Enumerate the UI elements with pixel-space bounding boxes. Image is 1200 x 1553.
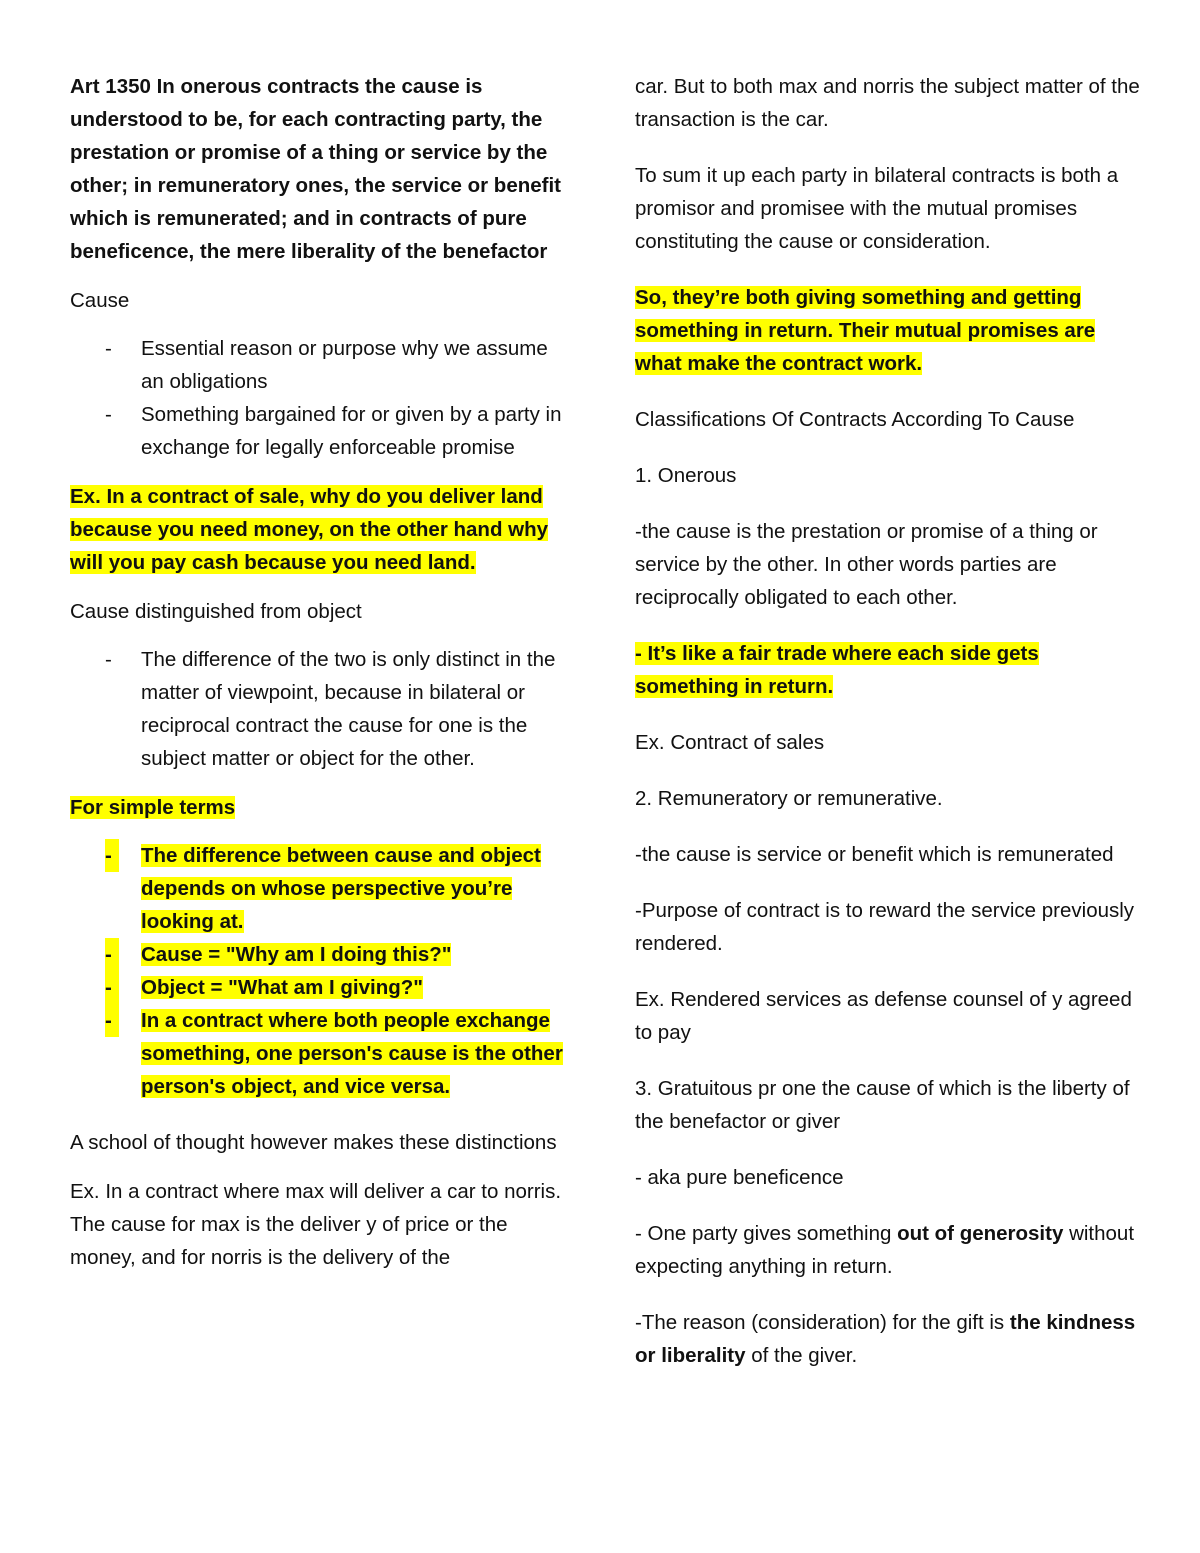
remuneratory-description: -the cause is service or benefit which is remunerated	[635, 843, 1114, 866]
onerous-highlight: - It’s like a fair trade where each side gets something in return.	[635, 642, 1039, 698]
onerous-description: -the cause is the prestation or promise of a thing or service by the other. In other words parties are reciprocally obligated to each other.	[635, 520, 1098, 609]
bullet-text: Object = "What am I giving?"	[141, 976, 423, 999]
simple-terms-heading: For simple terms	[70, 796, 236, 819]
dash-bullet: -	[105, 971, 119, 1004]
reason-prefix: -The reason (consideration) for the gift is	[635, 1311, 1010, 1334]
list-item	[70, 1004, 570, 1103]
distinguished-bullet-list	[70, 643, 570, 775]
onerous-highlight-paragraph	[635, 637, 1145, 703]
school-of-thought-paragraph: A school of thought however makes these distinctions	[70, 1131, 557, 1154]
generosity-suffix: without expecting anything in return.	[635, 1222, 1135, 1278]
max-norris-example-paragraph: Ex. In a contract where max will deliver a car to norris. The cause for max is the deliver y of price or the money, and for norris is the delivery of the	[70, 1180, 562, 1269]
simple-terms-paragraph	[70, 791, 570, 824]
reason-bold: the kindness or liberality	[635, 1311, 1136, 1367]
continuation-paragraph: car. But to both max and norris the subject matter of the transaction is the car.	[635, 75, 1140, 131]
list-item	[70, 839, 570, 938]
bullet-text: In a contract where both people exchange something, one person's cause is the other person's object, and vice versa.	[141, 1009, 563, 1098]
list-item	[70, 971, 570, 1004]
dash-bullet: -	[105, 1004, 119, 1037]
dash-bullet: -	[105, 648, 112, 671]
cause-example-paragraph	[70, 480, 570, 579]
dash-bullet: -	[105, 938, 119, 971]
list-item	[70, 938, 570, 971]
dash-bullet: -	[105, 839, 119, 872]
remuneratory-example: Ex. Rendered services as defense counsel of y agreed to pay	[635, 988, 1132, 1044]
onerous-title: 1. Onerous	[635, 464, 737, 487]
summary-highlight: So, they’re both giving something and getting something in return. Their mutual promises are what make the contract work.	[635, 286, 1096, 375]
generosity-bold: out of generosity	[897, 1222, 1064, 1245]
reason-paragraph	[635, 1306, 1145, 1372]
bullet-text: The difference of the two is only distinct in the matter of viewpoint, because in bilateral or reciprocal contract the cause for one is the subject matter or object for the other.	[141, 648, 556, 770]
cause-heading: Cause	[70, 289, 130, 312]
distinguished-heading: Cause distinguished from object	[70, 600, 362, 623]
bullet-text: Cause = "Why am I doing this?"	[141, 943, 452, 966]
left-column	[70, 70, 570, 1274]
right-column	[635, 70, 1145, 1372]
generosity-paragraph	[635, 1217, 1145, 1283]
reason-suffix: of the giver.	[745, 1344, 858, 1367]
generosity-prefix: - One party gives something	[635, 1222, 898, 1245]
remuneratory-title: 2. Remuneratory or remunerative.	[635, 787, 943, 810]
onerous-example: Ex. Contract of sales	[635, 731, 825, 754]
list-item	[70, 643, 570, 775]
dash-bullet: -	[105, 337, 112, 360]
simple-terms-bullet-list	[70, 839, 570, 1103]
dash-bullet: -	[105, 403, 112, 426]
summary-highlight-paragraph	[635, 281, 1145, 380]
list-item	[70, 398, 570, 464]
cause-example-highlight: Ex. In a contract of sale, why do you deliver land because you need money, on the other hand why will you pay cash because you need land.	[70, 485, 549, 574]
bullet-text: The difference between cause and object depends on whose perspective you’re looking at.	[141, 844, 541, 933]
cause-bullet-list	[70, 332, 570, 464]
bullet-text: Essential reason or purpose why we assume an obligations	[141, 337, 548, 393]
gratuitous-title: 3. Gratuitous pr one the cause of which is the liberty of the benefactor or giver	[635, 1077, 1130, 1133]
remuneratory-purpose: -Purpose of contract is to reward the service previously rendered.	[635, 899, 1135, 955]
sum-up-paragraph: To sum it up each party in bilateral contracts is both a promisor and promisee with the mutual promises constituting the cause or consideration.	[635, 164, 1119, 253]
gratuitous-aka: - aka pure beneficence	[635, 1166, 844, 1189]
classifications-heading: Classifications Of Contracts According To Cause	[635, 408, 1075, 431]
bullet-text: Something bargained for or given by a party in exchange for legally enforceable promise	[141, 403, 562, 459]
list-item	[70, 332, 570, 398]
article-1350-text: Art 1350 In onerous contracts the cause is understood to be, for each contracting party, the prestation or promise of a thing or service by the other; in remuneratory ones, the service or benefit which is remunerated; and in contracts of pure beneficence, the mere liberality of the benefactor	[70, 75, 561, 263]
